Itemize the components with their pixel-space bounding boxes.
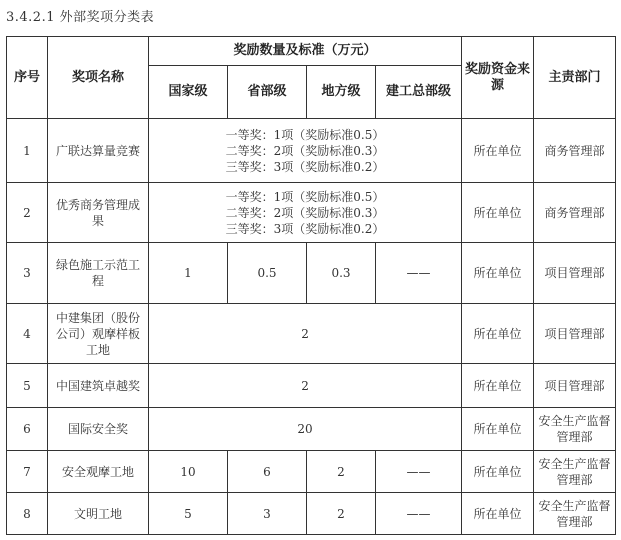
national-value: 1 xyxy=(149,243,228,304)
row-index: 8 xyxy=(7,493,48,535)
award-levels xyxy=(149,119,462,183)
award-name: 安全观摩工地 xyxy=(48,451,149,493)
row-index: 4 xyxy=(7,304,48,364)
fund-source: 所在单位 xyxy=(462,408,534,451)
department: 安全生产监督管理部 xyxy=(534,451,616,493)
award-name: 绿色施工示范工程 xyxy=(48,243,149,304)
award-name: 中国建筑卓越奖 xyxy=(48,364,149,408)
fund-source: 所在单位 xyxy=(462,493,534,535)
department: 商务管理部 xyxy=(534,119,616,183)
table-row xyxy=(7,243,616,304)
row-index: 2 xyxy=(7,183,48,243)
department: 安全生产监督管理部 xyxy=(534,408,616,451)
fund-source: 所在单位 xyxy=(462,243,534,304)
table-row xyxy=(7,408,616,451)
header-cscec: 建工总部级 xyxy=(376,66,462,119)
fund-source: 所在单位 xyxy=(462,304,534,364)
department: 项目管理部 xyxy=(534,364,616,408)
merged-value: 2 xyxy=(149,304,462,364)
department: 安全生产监督管理部 xyxy=(534,493,616,535)
header-reward-group: 奖励数量及标准（万元） xyxy=(149,37,462,66)
department: 项目管理部 xyxy=(534,243,616,304)
award-levels xyxy=(149,183,462,243)
award-name: 中建集团（股份公司）观摩样板工地 xyxy=(48,304,149,364)
row-index: 7 xyxy=(7,451,48,493)
local-value: 2 xyxy=(307,493,376,535)
award-name: 文明工地 xyxy=(48,493,149,535)
table-row xyxy=(7,304,616,364)
local-value: 2 xyxy=(307,451,376,493)
merged-value: 2 xyxy=(149,364,462,408)
level-line: 一等奖：1项（奖励标准0.5） xyxy=(225,189,385,204)
external-award-table xyxy=(6,36,616,535)
department: 项目管理部 xyxy=(534,304,616,364)
header-national: 国家级 xyxy=(149,66,228,119)
fund-source: 所在单位 xyxy=(462,364,534,408)
row-index: 5 xyxy=(7,364,48,408)
table-title: 3.4.2.1 外部奖项分类表 xyxy=(6,10,155,25)
national-value: 5 xyxy=(149,493,228,535)
table-row xyxy=(7,493,616,535)
header-local: 地方级 xyxy=(307,66,376,119)
table-row xyxy=(7,183,616,243)
cscec-value: —— xyxy=(376,493,462,535)
row-index: 3 xyxy=(7,243,48,304)
table-row xyxy=(7,451,616,493)
level-line: 三等奖：3项（奖励标准0.2） xyxy=(225,221,385,236)
provincial-value: 3 xyxy=(228,493,307,535)
row-index: 1 xyxy=(7,119,48,183)
provincial-value: 6 xyxy=(228,451,307,493)
level-line: 三等奖：3项（奖励标准0.2） xyxy=(225,159,385,174)
level-line: 一等奖：1项（奖励标准0.5） xyxy=(225,127,385,142)
header-award-name: 奖项名称 xyxy=(48,37,149,119)
award-name: 优秀商务管理成果 xyxy=(48,183,149,243)
local-value: 0.3 xyxy=(307,243,376,304)
fund-source: 所在单位 xyxy=(462,119,534,183)
row-index: 6 xyxy=(7,408,48,451)
header-department: 主责部门 xyxy=(534,37,616,119)
department: 商务管理部 xyxy=(534,183,616,243)
table-row xyxy=(7,364,616,408)
cscec-value: —— xyxy=(376,451,462,493)
fund-source: 所在单位 xyxy=(462,183,534,243)
award-name: 国际安全奖 xyxy=(48,408,149,451)
national-value: 10 xyxy=(149,451,228,493)
header-provincial: 省部级 xyxy=(228,66,307,119)
fund-source: 所在单位 xyxy=(462,451,534,493)
cscec-value: —— xyxy=(376,243,462,304)
award-name: 广联达算量竞赛 xyxy=(48,119,149,183)
level-line: 二等奖：2项（奖励标准0.3） xyxy=(225,143,385,158)
header-fund-source: 奖励资金来源 xyxy=(462,37,534,119)
merged-value: 20 xyxy=(149,408,462,451)
header-index: 序号 xyxy=(7,37,48,119)
table-row xyxy=(7,119,616,183)
provincial-value: 0.5 xyxy=(228,243,307,304)
level-line: 二等奖：2项（奖励标准0.3） xyxy=(225,205,385,220)
